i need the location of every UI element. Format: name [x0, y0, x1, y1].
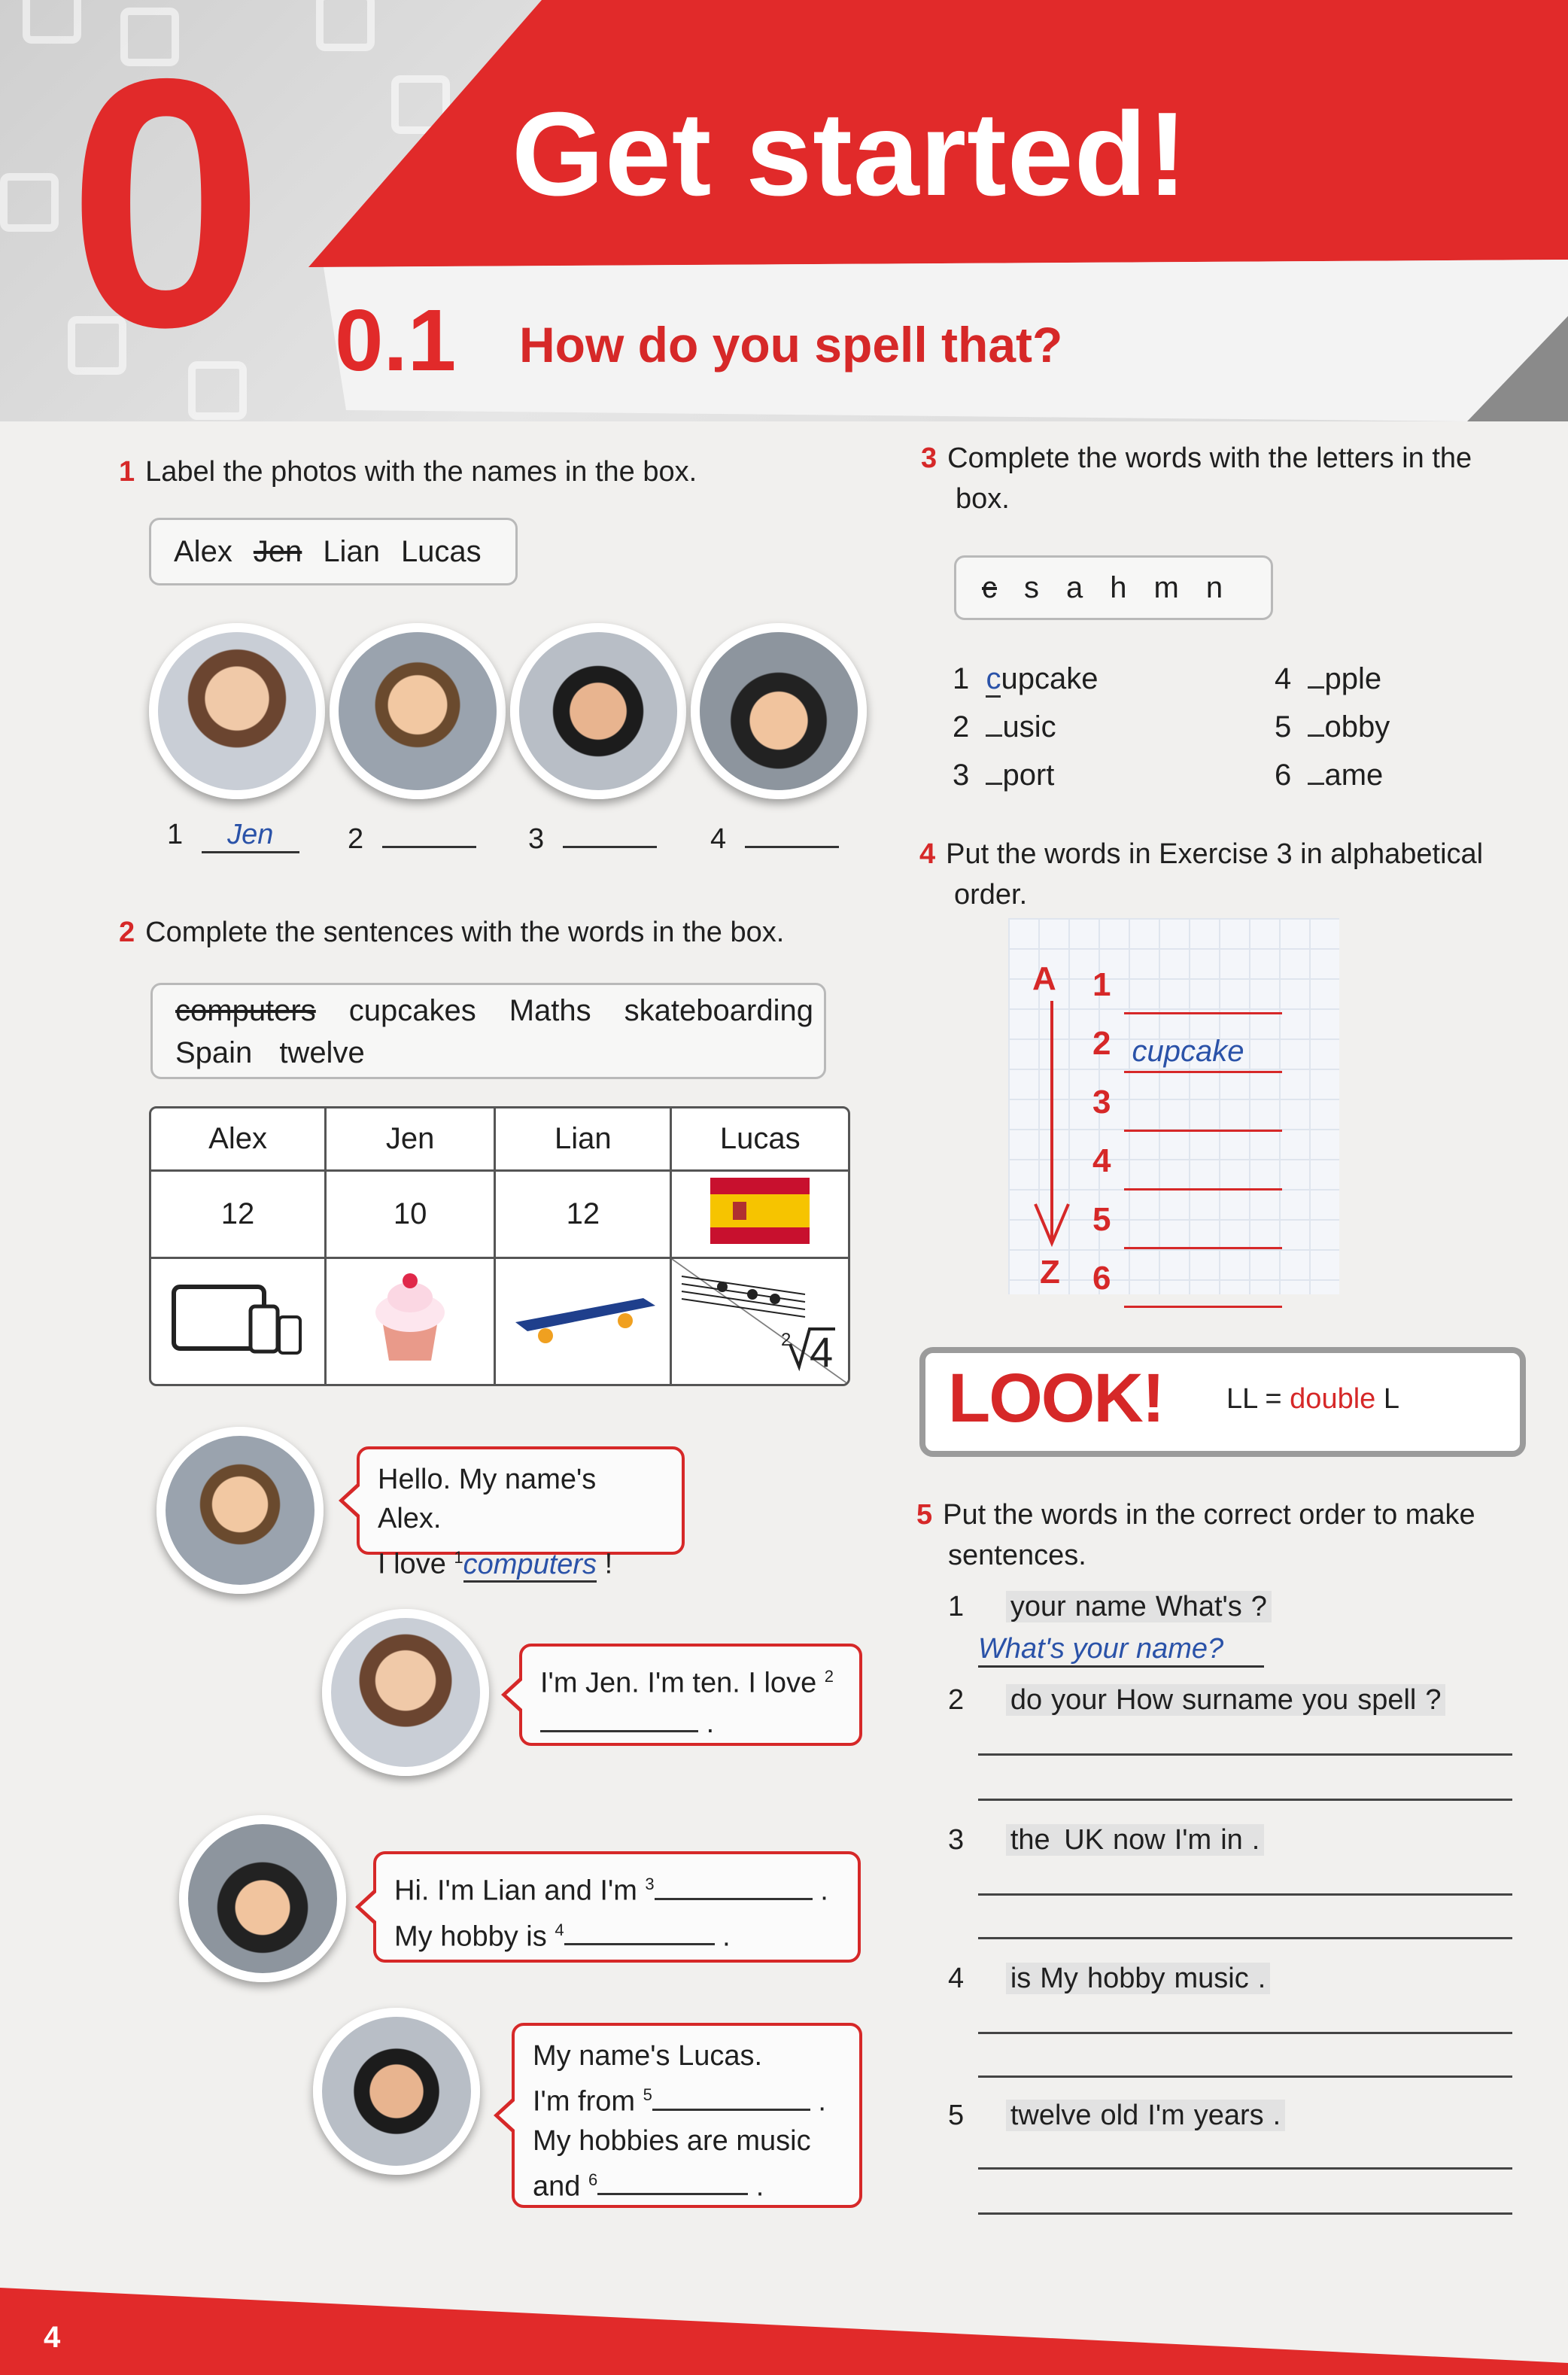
start-letter-a: A: [1032, 960, 1056, 997]
answer-field[interactable]: [564, 1916, 715, 1945]
ex3-instruction: 3 Complete the words with the letters in the box.: [921, 442, 1472, 515]
ex4-number: 4: [919, 838, 936, 870]
answer-field[interactable]: [1124, 1268, 1282, 1308]
ex2-word-box: [150, 983, 826, 1079]
table-cell-hobby: [496, 1259, 672, 1384]
ex3-word-2: 2 usic: [953, 703, 1098, 751]
answer-field[interactable]: [540, 1703, 698, 1732]
letter-box-item: s: [1024, 570, 1039, 604]
answer-field[interactable]: [563, 819, 657, 848]
ex3-number: 3: [921, 442, 937, 474]
ex3-words-col2: [1275, 655, 1390, 799]
section-title: How do you spell that?: [519, 317, 1063, 373]
answer-field[interactable]: [655, 1871, 813, 1900]
letter-box-item: a: [1066, 570, 1083, 604]
ex3-word-1: 1 cupcake: [953, 655, 1098, 703]
table-cell-age: 12: [151, 1172, 327, 1259]
down-arrow-icon: [1029, 1001, 1074, 1249]
answer-field[interactable]: [1124, 1151, 1282, 1191]
table-header: Jen: [327, 1108, 496, 1172]
ex5-instruction: 5 Put the words in the correct order to make sentences.: [916, 1499, 1475, 1571]
ex4-row-1: 1: [1092, 956, 1282, 1014]
ex5-item-5: 5 twelve old I'm years .: [948, 2100, 1285, 2132]
speech-bubble-jen: I'm Jen. I'm ten. I love $^2$ .: [519, 1644, 862, 1746]
table-header: Lucas: [672, 1108, 848, 1172]
ex1-label-2: 2: [348, 819, 476, 856]
word-box-item: twelve: [279, 1036, 365, 1069]
word-box-item-crossed: Jen: [253, 534, 302, 568]
ex5-item-3: 3 the UK now I'm in .: [948, 1824, 1264, 1857]
end-letter-z: Z: [1040, 1254, 1060, 1291]
ex4-row-6: 6: [1092, 1249, 1282, 1308]
answer-field[interactable]: [382, 819, 476, 848]
ex5-item-4: 4 is My hobby music .: [948, 1963, 1270, 1995]
ex3-word-4: 4 pple: [1275, 655, 1390, 703]
ex1-number: 1: [119, 456, 135, 488]
table-cell-age: 12: [496, 1172, 672, 1259]
avatar-lian: [179, 1815, 346, 1982]
ex4-row-2: 2 cupcake: [1092, 1014, 1282, 1073]
page-number: 4: [44, 2321, 61, 2354]
ex5-item-1: 1 your name What's ?: [948, 1591, 1272, 1623]
answer-field[interactable]: [986, 707, 1002, 737]
word-box-item: Lucas: [400, 534, 482, 568]
look-rule: LL = double L: [1226, 1383, 1399, 1415]
avatar-alex: [156, 1427, 324, 1594]
ex1-label-4: 4: [710, 819, 839, 856]
skateboard-icon: [508, 1288, 658, 1348]
answer-field[interactable]: [652, 2082, 810, 2111]
svg-text:2: 2: [781, 1330, 792, 1350]
avatar-lucas: [313, 2008, 480, 2175]
word-box-item: Maths: [509, 994, 591, 1027]
answer-line[interactable]: [978, 2032, 1512, 2034]
table-cell-hobby: [151, 1259, 327, 1384]
unit-number: 0: [68, 5, 257, 400]
answer-line[interactable]: [978, 2075, 1512, 2078]
answer-line[interactable]: [978, 1753, 1512, 1756]
word-box-item: Alex: [174, 534, 232, 568]
ex1-instruction: 1 Label the photos with the names in the box.: [119, 456, 697, 488]
answer-field[interactable]: [1308, 756, 1324, 785]
word-box-item: cupcakes: [348, 994, 476, 1027]
speech-bubble-lucas: My name's Lucas. I'm from $^5$ . My hobbies are music and $^6$ .: [512, 2023, 862, 2208]
ex4-row-5: 5: [1092, 1191, 1282, 1249]
ex3-word-3: 3 port: [953, 751, 1098, 799]
ex5-item-2: 2 do your How surname you spell ?: [948, 1684, 1445, 1717]
answer-field[interactable]: [1124, 1092, 1282, 1132]
letter-box-item: h: [1110, 570, 1127, 604]
music-maths-icon: [677, 1261, 843, 1374]
answer-field[interactable]: Jen: [202, 819, 299, 853]
ex4-instruction: 4 Put the words in Exercise 3 in alphabetical order.: [919, 838, 1484, 911]
table-cell-hobby: [327, 1259, 496, 1384]
speech-bubble-alex: Hello. My name's Alex. I love $^1$computers !: [357, 1446, 685, 1555]
word-box-item: skateboarding: [624, 994, 813, 1027]
answer-field[interactable]: [1308, 659, 1324, 689]
letter-box-item: n: [1205, 570, 1223, 604]
table-cell-hobby: [672, 1259, 848, 1384]
answer-field[interactable]: c: [986, 662, 1001, 698]
answer-field[interactable]: [597, 2166, 748, 2195]
photo-jen: [149, 623, 325, 799]
spain-flag-icon: [710, 1178, 810, 1244]
look-title: LOOK!: [948, 1360, 1164, 1437]
table-cell-flag: [672, 1172, 848, 1259]
photo-lucas: [510, 623, 686, 799]
section-number: 0.1: [335, 291, 457, 389]
footer-banner: [0, 2265, 1568, 2375]
answer-field[interactable]: [1124, 1209, 1282, 1249]
ex5-number: 5: [916, 1499, 933, 1531]
ex3-word-5: 5 obby: [1275, 703, 1390, 751]
page-title: Get started!: [512, 88, 1188, 220]
photo-alex: [330, 623, 506, 799]
letter-box-item-crossed: c: [982, 570, 997, 604]
ex3-words-col1: [953, 655, 1098, 799]
answer-field[interactable]: [1124, 975, 1282, 1014]
answer-field[interactable]: [745, 819, 839, 848]
answer-line[interactable]: [978, 2212, 1512, 2215]
answer-line[interactable]: [978, 1937, 1512, 1939]
table-header: Lian: [496, 1108, 672, 1172]
speech-bubble-lian: Hi. I'm Lian and I'm $^3$ . My hobby is $^4$ .: [373, 1851, 861, 1963]
ex3-letter-box: [954, 555, 1273, 620]
avatar-jen: [322, 1609, 489, 1776]
answer-field[interactable]: cupcake: [1124, 1032, 1282, 1073]
letter-box-item: m: [1153, 570, 1179, 604]
answer-field[interactable]: What's your name?: [978, 1633, 1264, 1668]
svg-text:4: 4: [810, 1328, 834, 1374]
ex1-word-box: [149, 518, 518, 585]
ex4-rows: [1092, 956, 1282, 1308]
ex3-word-6: 6 ame: [1275, 751, 1390, 799]
ex1-label-3: 3: [528, 819, 657, 856]
ex1-label-1: 1 Jen: [167, 819, 299, 853]
answer-line[interactable]: [978, 1799, 1512, 1801]
answer-field[interactable]: [1308, 707, 1324, 737]
cupcake-icon: [365, 1269, 455, 1367]
word-box-item: Spain: [175, 1036, 253, 1069]
look-box: [919, 1347, 1526, 1457]
answer-field[interactable]: [986, 756, 1002, 785]
ex2-number: 2: [119, 917, 135, 948]
answer-field[interactable]: computers: [463, 1549, 597, 1583]
ex2-instruction: 2 Complete the sentences with the words in the box.: [119, 917, 785, 948]
table-header: Alex: [151, 1108, 327, 1172]
word-box-item: Lian: [323, 534, 380, 568]
info-table: [149, 1106, 850, 1386]
ex4-row-4: 4: [1092, 1132, 1282, 1191]
answer-line[interactable]: [978, 2167, 1512, 2170]
word-box-item-crossed: computers: [175, 994, 316, 1027]
answer-line[interactable]: [978, 1893, 1512, 1896]
ex4-row-3: 3: [1092, 1073, 1282, 1132]
tablet-phone-icon: [166, 1276, 309, 1359]
photo-lian: [691, 623, 867, 799]
table-cell-age: 10: [327, 1172, 496, 1259]
